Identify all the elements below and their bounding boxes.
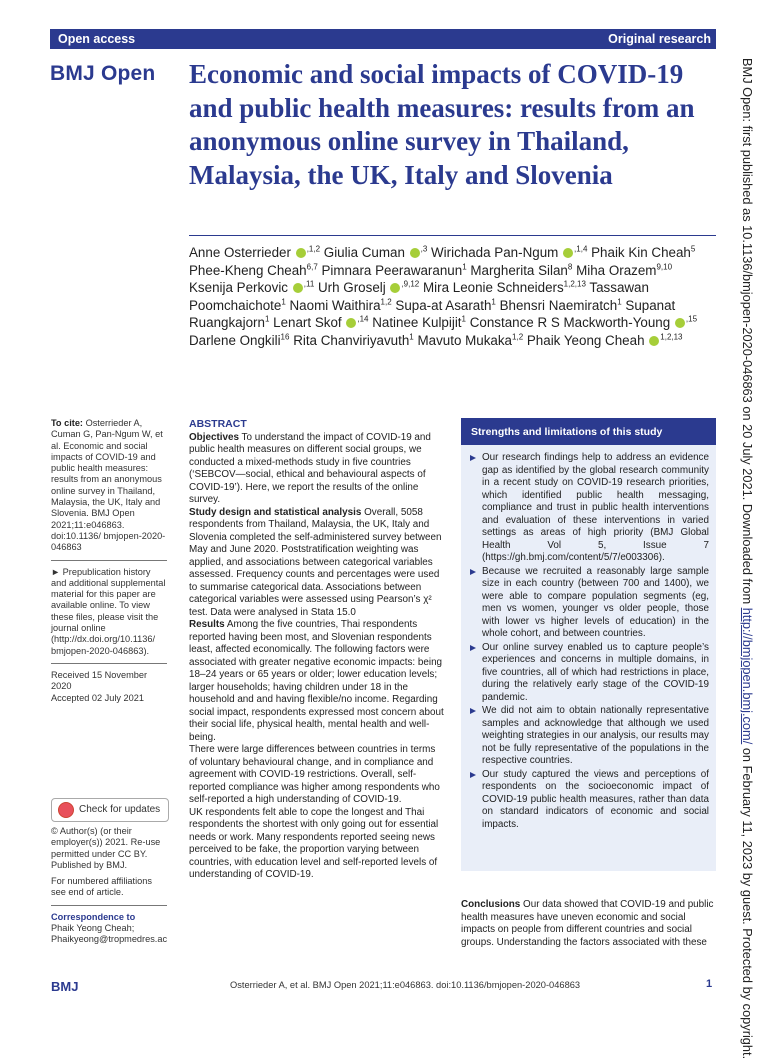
- list-item-text: Because we recruited a reasonably large sample size in each country (between 700 and 1400), we were able to compare population segments (eg, men vs women, younger vs older people, those with lower vs higher levels of education) in the whole cohort, and between countries.: [482, 565, 709, 639]
- bullet-arrow-icon: [470, 569, 476, 575]
- results-label: Results: [189, 619, 225, 630]
- author-name: Mavuto Mukaka: [417, 332, 513, 348]
- objectives-text: To understand the impact of COVID-19 and public health measures on different social groups, we conducted a mixed-methods study in five countries (‘SEBCOV—social, ethical and behavioural aspects of COVID-19’). Here, we report the results of the online survey.: [189, 431, 431, 505]
- list-item-text: Our research findings help to address an evidence gap as identified by the global research community in a recent study on COVID-19 research priorities, which identified public health messaging, compliance and trust in public health interventions and evaluation of these interventions in varied settings as areas of high priority (BMJ Global Health Vol 5, Issue 7 (https://gh.bmj.com/content/5/7/e003306).: [482, 452, 709, 563]
- divider: [51, 905, 167, 906]
- check-updates-label: Check for updates: [79, 804, 161, 815]
- author-name: Darlene Ongkili: [189, 332, 281, 348]
- open-access-label: Open access: [58, 32, 136, 46]
- orcid-icon[interactable]: [390, 283, 400, 293]
- author-list: Anne Osterrieder $^{,1,2}$ Giulia Cuman $^{,3}$ Wirichada Pan-Ngum $^{,1,4}$ Phaik Kin Cheah$^5$ Phee-Kheng Cheah$^{6,7}$ Pimnara Peerawaranun$^1$ Margherita Silan$^8$ Miha Orazem$^{9,10}$ Ksenija Perkovic $^{,11}$ Urh Groselj $^{,9,12}$ Mira Leonie Schneiders$^{1,2,13}$ Tassawan Poomchaichote$^1$ Naomi Waithira$^{1,2}$ Supa-at Asarath$^1$ Bhensri Naemiratch$^1$ Supanat Ruangkajorn$^1$ Lenart Skof $^{,14}$ Natinee Kulpijit$^1$ Constance R S Mackworth-Young $^{,15}$ Darlene Ongkili$^{16}$ Rita Chanviriyavuth$^1$ Mavuto Mukaka$^{1,2}$ Phaik Yeong Cheah $^{1,2,13}$: [189, 244, 698, 348]
- orcid-icon[interactable]: [675, 318, 685, 328]
- page-number: 1: [706, 978, 713, 990]
- list-item: [469, 566, 709, 641]
- list-item-text: We did not aim to obtain nationally representative samples and acknowledge that although we used weighting strategies in our analysis, our results may not be fully representative of the populations in the respective countries.: [482, 705, 709, 766]
- footer-bmj-logo: BMJ: [51, 979, 79, 994]
- design-text: Overall, 5058 respondents from Thailand, Malaysia, the UK, Italy and Slovenia completed the self-administered survey between May and June 2020. Poststratification weighting was applied, and associations between categorical variables assessed. Frequency counts and percentages were used to summarise categorical data. Associations between categorical variables were assessed using Pearson’s χ² test. Data were analysed in Stata 15.0: [189, 506, 442, 618]
- list-item: [469, 642, 709, 705]
- check-for-updates-button[interactable]: [51, 798, 169, 822]
- left-info-footer: [51, 826, 167, 946]
- abstract: [189, 418, 444, 882]
- box-header: [461, 418, 716, 445]
- abstract-objectives: [189, 432, 444, 507]
- list-item: [469, 705, 709, 768]
- author-name: Miha Orazem: [576, 262, 657, 278]
- bullet-arrow-icon: [470, 645, 476, 651]
- affiliations-note: For numbered affiliations see end of article.: [51, 876, 152, 898]
- article-type-label: Original research: [608, 32, 711, 46]
- objectives-label: Objectives: [189, 431, 239, 443]
- abstract-results-2: There were large differences between countries in terms of voluntary behavioural change, and in compliance and agreement with COVID-19 restrictions. Overall, self-reported compliance was higher among respondents who self-reported a high understanding of COVID-19.: [189, 744, 440, 805]
- author-name: Supanat Ruangkajorn: [189, 297, 676, 330]
- correspondence-label: Correspondence to: [51, 911, 136, 922]
- received-date: Received 15 November 2020: [51, 669, 148, 692]
- strengths-list: [469, 452, 709, 832]
- author-name: Constance R S Mackworth-Young: [469, 315, 671, 330]
- divider: [51, 560, 167, 561]
- orcid-icon[interactable]: [293, 283, 303, 293]
- author-name: Supa-at Asarath: [395, 297, 492, 313]
- results-text: Among the five countries, Thai respondents reported having been most, and Slovenian respondents least, affected economically. The following factors were associated with greater negative economic impacts: being 18–24 years or 65 years or older; lower education levels; larger households; having children under 18 in the household and and having flexible/no income. Regarding social impact, respondents expressed most concern about their social life, physical health, mental health and well-being.: [189, 619, 444, 743]
- list-item: [469, 452, 709, 565]
- author-name: Phee-Kheng Cheah: [189, 262, 307, 278]
- bookmark-icon: [58, 802, 74, 818]
- bullet-arrow-icon: [470, 708, 476, 714]
- author-name: Wirichada Pan-Ngum: [431, 245, 559, 260]
- author-name: Lenart Skof: [273, 315, 342, 330]
- orcid-icon[interactable]: [410, 248, 420, 258]
- conclusions-label: Conclusions: [461, 899, 521, 910]
- orcid-icon[interactable]: [563, 248, 573, 258]
- author-name: Rita Chanviriyavuth: [293, 332, 410, 348]
- author-name: Tassawan Poomchaichote: [189, 280, 649, 313]
- author-name: Giulia Cuman: [323, 245, 405, 260]
- to-cite-text: Osterrieder A, Cuman G, Pan-Ngum W, et al. Economic and social impacts of COVID-19 and public health measures: results from an anonymous online survey in Thailand, Malaysia, the UK, Italy and Slovenia. BMJ Open 2021;11:e046863. doi:10.1136/ bmjopen-2020-046863: [51, 418, 166, 553]
- list-item-text: Our online survey enabled us to capture people’s experiences and concerns in multiple domains, in five countries, all of which had restrictions in place, during the relatively early stage of the COVID-19 pandemic.: [482, 641, 709, 703]
- citation-note: [51, 418, 167, 554]
- abstract-results-3: UK respondents felt able to cope the longest and Thai respondents the shortest with only going out for essential needs or work. Many respondents reported seeing news perceived to be fake, the proportion varying between countries, with education level and self-reported levels of understanding of COVID-19.: [189, 806, 439, 880]
- sidebar-text: on February 11, 2023 by guest. Protected by copyright.: [740, 747, 755, 1059]
- author-name: Mira Leonie Schneiders: [422, 280, 564, 295]
- bullet-arrow-icon: [470, 772, 476, 778]
- author-name: Anne Osterrieder: [189, 245, 291, 260]
- author-name: Pimnara Peerawaranun: [321, 262, 463, 278]
- list-item: [469, 769, 709, 832]
- orcid-icon[interactable]: [296, 248, 306, 258]
- divider: [51, 663, 167, 664]
- author-name: Margherita Silan: [470, 262, 568, 278]
- box-heading: Strengths and limitations of this study: [471, 426, 663, 438]
- accepted-date: Accepted 02 July 2021: [51, 692, 144, 703]
- author-name: Phaik Kin Cheah: [591, 245, 691, 260]
- journal-logo: BMJ Open: [50, 62, 156, 85]
- prepub-note: ► Prepublication history and additional supplemental material for this paper are available online. To view these files, please visit the journal online (http://dx.doi.org/10.1136/ bmjopen-2020-046863).: [51, 566, 166, 656]
- abstract-design: [189, 507, 444, 620]
- to-cite-label: To cite:: [51, 418, 83, 428]
- title-divider: [189, 235, 716, 236]
- list-item-text: Our study captured the views and perceptions of respondents on the socioeconomic impact of COVID-19 public health measures, rather than data on standard indicators of economic and social impacts.: [482, 768, 709, 830]
- design-label: Study design and statistical analysis: [189, 506, 362, 518]
- author-name: Urh Groselj: [318, 280, 386, 295]
- orcid-icon[interactable]: [649, 336, 659, 346]
- article-title: Economic and social impacts of COVID-19 and public health measures: results from an anonymous online survey in Thailand, Malaysia, the UK, Italy and Slovenia: [189, 59, 695, 190]
- author-name: Phaik Yeong Cheah: [526, 332, 645, 348]
- top-banner: [50, 29, 716, 49]
- copyright-note: © Author(s) (or their employer(s)) 2021. Re-use permitted under CC BY. Published by BMJ.: [51, 826, 161, 870]
- abstract-results: [189, 619, 444, 744]
- left-info-column: [51, 418, 167, 710]
- sidebar-publication-note: [740, 58, 755, 1059]
- correspondence-email[interactable]: Phaikyeong@tropmedres.ac: [51, 934, 168, 945]
- author-name: Natinee Kulpijit: [372, 315, 462, 330]
- correspondence-name: Phaik Yeong Cheah;: [51, 923, 135, 934]
- abstract-heading: ABSTRACT: [189, 418, 247, 430]
- conclusions-text: Our data showed that COVID-19 and public health measures have uneven economic and social impacts on people from different countries and social groups. Understanding the factors associated with these: [461, 899, 714, 948]
- footer-citation: Osterrieder A, et al. BMJ Open 2021;11:e046863. doi:10.1136/bmjopen-2020-046863: [230, 980, 581, 990]
- strengths-limitations-box: [461, 418, 716, 871]
- author-name: Naomi Waithira: [289, 297, 381, 313]
- abstract-conclusions: [461, 899, 716, 949]
- orcid-icon[interactable]: [346, 318, 356, 328]
- author-name: Ksenija Perkovic: [189, 280, 288, 295]
- sidebar-text: BMJ Open: first published as 10.1136/bmjopen-2020-046863 on 20 July 2021. Downloaded from: [740, 58, 755, 605]
- bullet-arrow-icon: [470, 455, 476, 461]
- author-name: Bhensri Naemiratch: [499, 297, 618, 313]
- sidebar-link[interactable]: http://bmjopen.bmj.com/: [740, 607, 755, 745]
